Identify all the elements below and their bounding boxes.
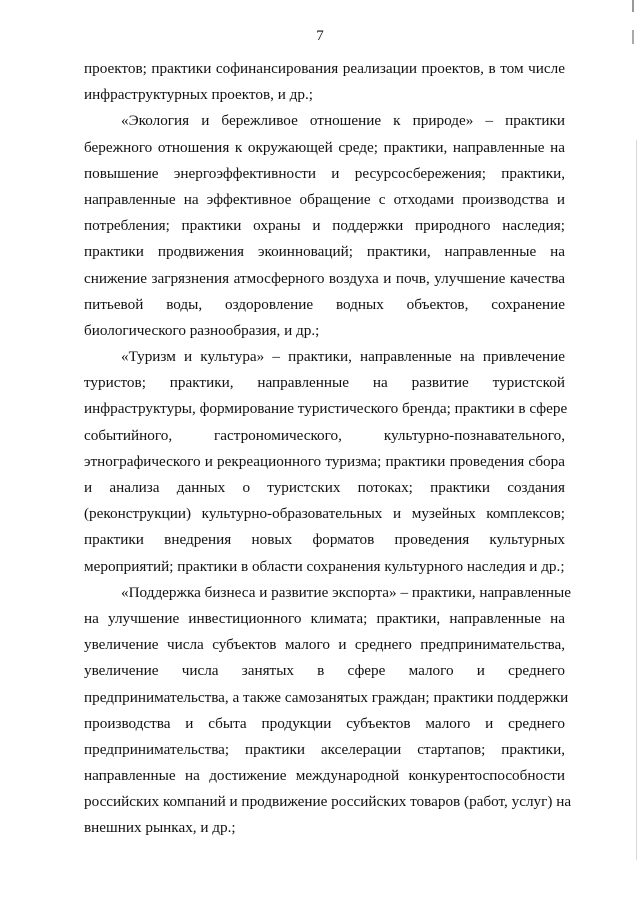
paragraph-heading-business: «Поддержка бизнеса и развитие экспорта» – практики, направленные [121,583,571,601]
text-line: практики продвижения экоинноваций; практики, направленные на [84,243,565,261]
text-line: проектов; практики софинансирования реализации проектов, в том числе [84,60,565,77]
page-number: 7 [316,28,324,44]
paragraph-heading-tourism: «Туризм и культура» – практики, направленные на привлечение [121,348,565,366]
text-line: бережного отношения к окружающей среде; практики, направленные на [84,138,565,156]
scan-edge-artifact [636,140,637,860]
body-text [84,56,572,842]
text-line: на улучшение инвестиционного климата; практики, направленные на [84,609,565,627]
text-line: питьевой воды, оздоровление водных объектов, сохранение [84,295,565,313]
text-line: направленные на достижение международной конкурентоспособности [84,767,565,785]
text-line: событийного, гастрономического, культурно-познавательного, [84,426,565,444]
text-line: практики внедрения новых форматов проведения культурных [84,531,565,549]
text-line: увеличение числа занятых в сфере малого и среднего [84,662,565,680]
text-line: инфраструктурных проектов, и др.; [84,86,313,104]
text-line: (реконструкции) культурно-образовательных и музейных комплексов; [84,505,565,523]
text-line: увеличение числа субъектов малого и среднего предпринимательства, [84,636,565,654]
text-line: направленные на эффективное обращение с отходами производства и [84,190,565,208]
text-line: мероприятий; практики в области сохранения культурного наследия и др.; [84,557,565,575]
text-line: биологического разнообразия, и др.; [84,321,320,339]
text-line: внешних рынках, и др.; [84,819,236,837]
text-line: предпринимательства, а также самозанятых граждан; практики поддержки [84,688,569,706]
text-line: потребления; практики охраны и поддержки природного наследия; [84,217,565,235]
text-line: и анализа данных о туристских потоках; практики создания [84,479,565,496]
text-line: предпринимательства; практики акселерации стартапов; практики, [84,740,565,758]
text-line: этнографического и рекреационного туризма; практики проведения сбора [84,452,565,470]
text-line: повышение энергоэффективности и ресурсосбережения; практики, [84,164,565,182]
text-line: туристов; практики, направленные на развитие туристской [84,374,565,392]
text-line: снижение загрязнения атмосферного воздуха и почв, улучшение качества [84,269,565,287]
text-line: российских компаний и продвижение российских товаров (работ, услуг) на [84,793,572,811]
text-line: производства и сбыта продукции субъектов малого и среднего [84,714,565,732]
paragraph-heading-ecology: «Экология и бережливое отношение к природе» – практики [121,112,565,130]
text-line: инфраструктуры, формирование туристического бренда; практики в сфере [84,400,568,418]
